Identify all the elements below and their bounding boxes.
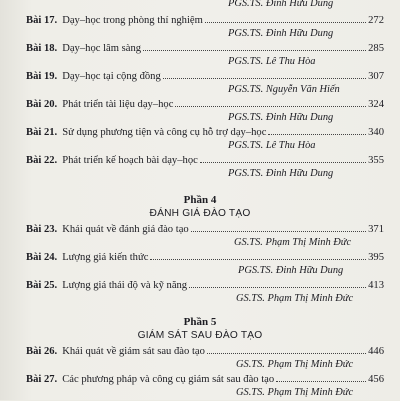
entry-number: Bài 18. bbox=[26, 43, 58, 54]
leader-dots bbox=[276, 373, 366, 382]
toc-entry-27 bbox=[26, 373, 384, 401]
part-label: Phần 4 bbox=[183, 194, 217, 206]
entry-author: PGS.TS. Nguyễn Văn Hiến bbox=[228, 84, 340, 95]
part-heading bbox=[0, 193, 400, 221]
leader-dots bbox=[150, 251, 366, 260]
entry-title: Phát triển kế hoạch bài dạy–học bbox=[62, 155, 198, 166]
toc-entry-17 bbox=[26, 14, 384, 42]
entry-number: Bài 19. bbox=[26, 71, 58, 82]
entry-author: PGS.TS. Đinh Hữu Dung bbox=[238, 265, 344, 276]
entry-author: GS.TS. Phạm Thị Minh Đức bbox=[234, 237, 352, 248]
entry-author: PGS.TS. Đinh Hữu Dung bbox=[228, 0, 334, 9]
entry-number: Bài 20. bbox=[26, 99, 58, 110]
leader-dots bbox=[205, 14, 366, 23]
entry-page: 456 bbox=[368, 374, 384, 385]
leader-dots bbox=[163, 70, 366, 79]
entry-page: 371 bbox=[368, 224, 384, 235]
toc-entry-23 bbox=[26, 223, 384, 251]
entry-number: Bài 21. bbox=[26, 127, 58, 138]
entry-author: PGS.TS. Đinh Hữu Dung bbox=[228, 112, 334, 123]
entry-title: Khái quát về giám sát sau đào tạo bbox=[62, 346, 205, 357]
entry-number: Bài 23. bbox=[26, 224, 58, 235]
entry-title: Lượng giá kiến thức bbox=[62, 252, 149, 263]
leader-dots bbox=[191, 223, 366, 232]
entry-number: Bài 17. bbox=[26, 15, 58, 26]
entry-title: Khái quát về đánh giá đào tạo bbox=[62, 224, 189, 235]
entry-author: GS.TS. Phạm Thị Minh Đức bbox=[236, 387, 354, 398]
entry-page: 355 bbox=[368, 155, 384, 166]
leader-dots bbox=[189, 279, 366, 288]
entry-title: Lượng giá thái độ và kỹ năng bbox=[62, 280, 188, 291]
entry-page: 324 bbox=[368, 99, 384, 110]
leader-dots bbox=[175, 98, 366, 107]
entry-author: GS.TS. Phạm Thị Minh Đức bbox=[236, 359, 354, 370]
entry-page: 340 bbox=[368, 127, 384, 138]
toc-entry-25 bbox=[26, 279, 384, 307]
entry-number: Bài 27. bbox=[26, 374, 58, 385]
entry-page: 395 bbox=[368, 252, 384, 263]
leader-dots bbox=[143, 42, 366, 51]
toc-entry-24 bbox=[26, 251, 384, 279]
toc-entry-19 bbox=[26, 70, 384, 98]
part-heading bbox=[0, 315, 400, 343]
toc-entry-21 bbox=[26, 126, 384, 154]
entry-page: 413 bbox=[368, 280, 384, 291]
entry-title: Các phương pháp và công cụ giám sát sau đào tạo bbox=[62, 374, 275, 385]
entry-page: 285 bbox=[368, 43, 384, 54]
entry-author: PGS.TS. Đinh Hữu Dung bbox=[228, 168, 334, 179]
entry-number: Bài 25. bbox=[26, 280, 58, 291]
part-title: GIÁM SÁT SAU ĐÀO TẠO bbox=[137, 330, 263, 341]
leader-dots bbox=[268, 126, 366, 135]
entry-page: 307 bbox=[368, 71, 384, 82]
toc-entry-20 bbox=[26, 98, 384, 126]
toc-entry-18 bbox=[26, 42, 384, 70]
entry-author: PGS.TS. Đinh Hữu Dung bbox=[228, 28, 334, 39]
leader-dots bbox=[200, 154, 366, 163]
leader-dots bbox=[207, 345, 366, 354]
entry-title: Dạy–học trong phòng thí nghiệm bbox=[62, 15, 203, 26]
entry-title: Phát triển tài liệu dạy–học bbox=[62, 99, 174, 110]
entry-title: Dạy–học tại cộng đồng bbox=[62, 71, 161, 82]
toc-entry-22 bbox=[26, 154, 384, 182]
entry-author: GS.TS. Phạm Thị Minh Đức bbox=[236, 293, 354, 304]
part-title: ĐÁNH GIÁ ĐÀO TẠO bbox=[149, 208, 251, 219]
entry-page: 272 bbox=[368, 15, 384, 26]
entry-title: Dạy–học lâm sàng bbox=[62, 43, 142, 54]
entry-number: Bài 24. bbox=[26, 252, 58, 263]
entry-author: PGS.TS. Lê Thu Hòa bbox=[228, 140, 316, 151]
entry-title: Sử dụng phương tiện và công cụ hỗ trợ dạy–học bbox=[62, 127, 267, 138]
entry-number: Bài 22. bbox=[26, 155, 58, 166]
part-label: Phần 5 bbox=[183, 316, 217, 328]
entry-number: Bài 26. bbox=[26, 346, 58, 357]
toc-entry-26 bbox=[26, 345, 384, 373]
entry-author: PGS.TS. Lê Thu Hòa bbox=[228, 56, 316, 67]
entry-page: 446 bbox=[368, 346, 384, 357]
